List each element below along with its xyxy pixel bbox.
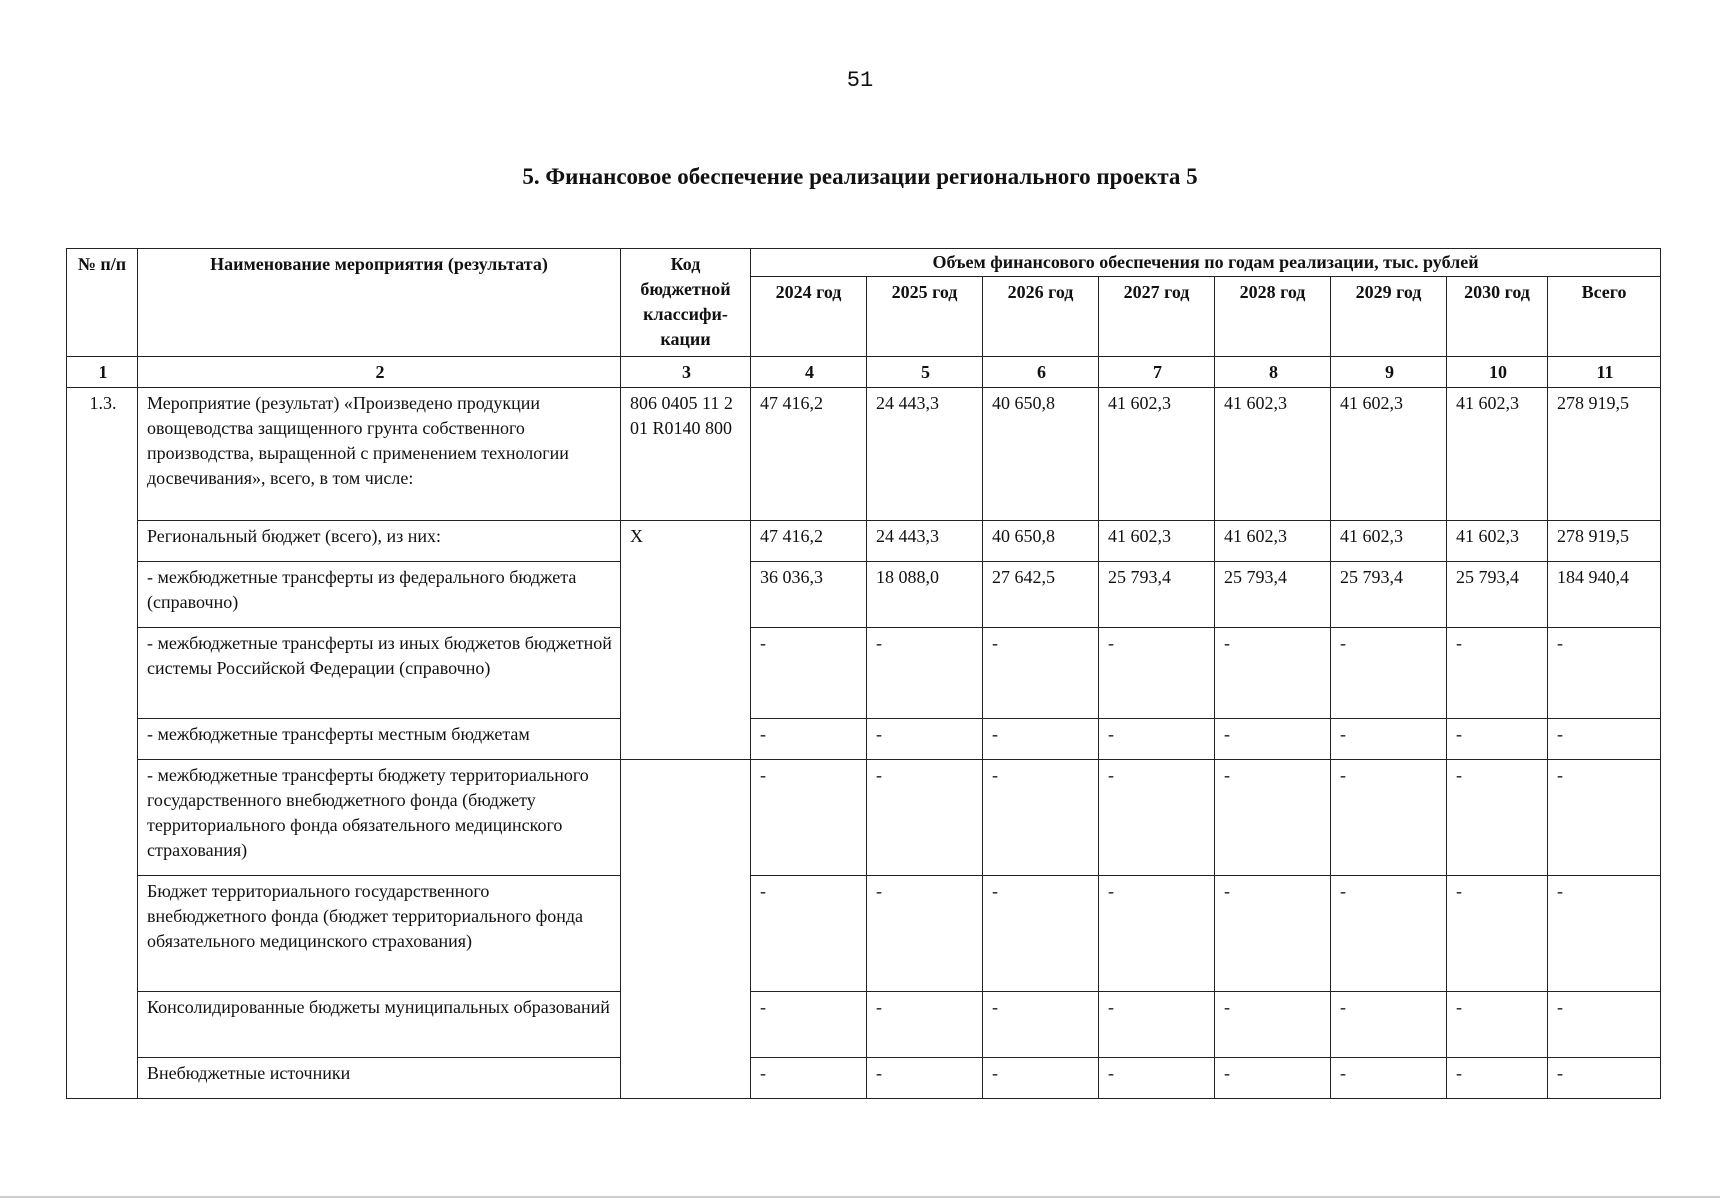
- value-cell: 25 793,4: [1331, 562, 1447, 628]
- value-cell: -: [1099, 1058, 1215, 1099]
- header-number: № п/п: [67, 249, 138, 357]
- value-cell: -: [1099, 760, 1215, 876]
- page-number: 51: [846, 68, 874, 93]
- row-name: - межбюджетные трансферты местным бюджетам: [138, 719, 621, 760]
- value-cell: -: [867, 876, 983, 992]
- value-cell: 41 602,3: [1099, 521, 1215, 562]
- value-cell: 47 416,2: [751, 521, 867, 562]
- value-cell: -: [751, 760, 867, 876]
- column-number: 5: [867, 357, 983, 388]
- value-cell: -: [983, 992, 1099, 1058]
- value-cell: -: [983, 1058, 1099, 1099]
- budget-code-empty: [621, 760, 751, 1099]
- value-cell: -: [1447, 876, 1548, 992]
- value-cell: -: [983, 628, 1099, 719]
- value-cell: -: [751, 992, 867, 1058]
- header-total: Всего: [1548, 277, 1661, 357]
- value-cell: -: [1331, 628, 1447, 719]
- header-year: 2030 год: [1447, 277, 1548, 357]
- value-cell: -: [1331, 760, 1447, 876]
- header-code: Код бюджетной классифи-кации: [621, 249, 751, 357]
- column-number-row: [67, 357, 1661, 388]
- value-cell: 278 919,5: [1548, 388, 1661, 521]
- value-cell: 41 602,3: [1447, 388, 1548, 521]
- value-cell: -: [867, 628, 983, 719]
- value-cell: -: [1099, 876, 1215, 992]
- row-name: Мероприятие (результат) «Произведено продукции овощеводства защищенного грунта собственного производства, выращенной с применением технологии досвечивания», всего, в том числе:: [138, 388, 621, 521]
- header-year: 2024 год: [751, 277, 867, 357]
- table-row: [67, 521, 1661, 562]
- value-cell: 278 919,5: [1548, 521, 1661, 562]
- table-row: [67, 1058, 1661, 1099]
- column-number: 1: [67, 357, 138, 388]
- value-cell: -: [867, 760, 983, 876]
- column-number: 4: [751, 357, 867, 388]
- value-cell: -: [867, 719, 983, 760]
- table-row: [67, 719, 1661, 760]
- value-cell: -: [1331, 1058, 1447, 1099]
- value-cell: -: [1548, 628, 1661, 719]
- value-cell: -: [1215, 760, 1331, 876]
- column-number: 10: [1447, 357, 1548, 388]
- value-cell: -: [751, 628, 867, 719]
- value-cell: -: [1099, 628, 1215, 719]
- scan-edge-line: [0, 1196, 1720, 1198]
- value-cell: 41 602,3: [1215, 388, 1331, 521]
- value-cell: -: [751, 1058, 867, 1099]
- value-cell: -: [983, 760, 1099, 876]
- column-number: 9: [1331, 357, 1447, 388]
- value-cell: -: [1215, 719, 1331, 760]
- financing-table: [66, 248, 1661, 1099]
- budget-code: Х: [621, 521, 751, 760]
- table-row: [67, 992, 1661, 1058]
- value-cell: -: [1099, 992, 1215, 1058]
- header-row-top: [67, 249, 1661, 277]
- value-cell: 47 416,2: [751, 388, 867, 521]
- row-name: - межбюджетные трансферты бюджету территориального государственного внебюджетного фонда (бюджету территориального фонда обязательного медицинского страхования): [138, 760, 621, 876]
- column-number: 11: [1548, 357, 1661, 388]
- value-cell: 25 793,4: [1215, 562, 1331, 628]
- value-cell: -: [983, 876, 1099, 992]
- header-volume: Объем финансового обеспечения по годам реализации, тыс. рублей: [751, 249, 1661, 277]
- budget-code: 806 0405 11 2 01 R0140 800: [621, 388, 751, 521]
- value-cell: -: [1447, 992, 1548, 1058]
- value-cell: 41 602,3: [1447, 521, 1548, 562]
- value-cell: 24 443,3: [867, 388, 983, 521]
- value-cell: 41 602,3: [1331, 388, 1447, 521]
- value-cell: -: [1215, 1058, 1331, 1099]
- value-cell: -: [1447, 628, 1548, 719]
- value-cell: -: [1447, 1058, 1548, 1099]
- column-number: 8: [1215, 357, 1331, 388]
- value-cell: 184 940,4: [1548, 562, 1661, 628]
- column-number: 3: [621, 357, 751, 388]
- header-year: 2029 год: [1331, 277, 1447, 357]
- column-number: 2: [138, 357, 621, 388]
- row-name: - межбюджетные трансферты из иных бюджетов бюджетной системы Российской Федерации (справочно): [138, 628, 621, 719]
- value-cell: -: [751, 719, 867, 760]
- value-cell: -: [1548, 719, 1661, 760]
- value-cell: 18 088,0: [867, 562, 983, 628]
- value-cell: -: [1331, 876, 1447, 992]
- value-cell: -: [1099, 719, 1215, 760]
- header-year: 2027 год: [1099, 277, 1215, 357]
- value-cell: 41 602,3: [1099, 388, 1215, 521]
- value-cell: -: [1447, 760, 1548, 876]
- value-cell: -: [1548, 1058, 1661, 1099]
- table-row: [67, 628, 1661, 719]
- row-name: Внебюджетные источники: [138, 1058, 621, 1099]
- value-cell: -: [1215, 992, 1331, 1058]
- value-cell: -: [867, 992, 983, 1058]
- value-cell: -: [1548, 992, 1661, 1058]
- header-name: Наименование мероприятия (результата): [138, 249, 621, 357]
- value-cell: 40 650,8: [983, 388, 1099, 521]
- value-cell: -: [1548, 876, 1661, 992]
- value-cell: 40 650,8: [983, 521, 1099, 562]
- column-number: 7: [1099, 357, 1215, 388]
- value-cell: 36 036,3: [751, 562, 867, 628]
- value-cell: 41 602,3: [1215, 521, 1331, 562]
- table-row: [67, 388, 1661, 521]
- item-number: 1.3.: [67, 388, 138, 1099]
- row-name: Региональный бюджет (всего), из них:: [138, 521, 621, 562]
- value-cell: -: [1215, 876, 1331, 992]
- value-cell: 25 793,4: [1447, 562, 1548, 628]
- column-number: 6: [983, 357, 1099, 388]
- value-cell: -: [983, 719, 1099, 760]
- value-cell: 25 793,4: [1099, 562, 1215, 628]
- table-row: [67, 876, 1661, 992]
- value-cell: -: [1331, 719, 1447, 760]
- value-cell: -: [1331, 992, 1447, 1058]
- header-year: 2028 год: [1215, 277, 1331, 357]
- row-name: - межбюджетные трансферты из федерального бюджета (справочно): [138, 562, 621, 628]
- value-cell: 24 443,3: [867, 521, 983, 562]
- value-cell: -: [1447, 719, 1548, 760]
- value-cell: 27 642,5: [983, 562, 1099, 628]
- value-cell: -: [751, 876, 867, 992]
- table-row: [67, 760, 1661, 876]
- value-cell: -: [867, 1058, 983, 1099]
- value-cell: -: [1215, 628, 1331, 719]
- value-cell: -: [1548, 760, 1661, 876]
- row-name: Бюджет территориального государственного внебюджетного фонда (бюджет территориального фонда обязательного медицинского страхования): [138, 876, 621, 992]
- section-title: 5. Финансовое обеспечение реализации регионального проекта 5: [522, 164, 1198, 189]
- header-year: 2026 год: [983, 277, 1099, 357]
- header-year: 2025 год: [867, 277, 983, 357]
- value-cell: 41 602,3: [1331, 521, 1447, 562]
- row-name: Консолидированные бюджеты муниципальных образований: [138, 992, 621, 1058]
- table-row: [67, 562, 1661, 628]
